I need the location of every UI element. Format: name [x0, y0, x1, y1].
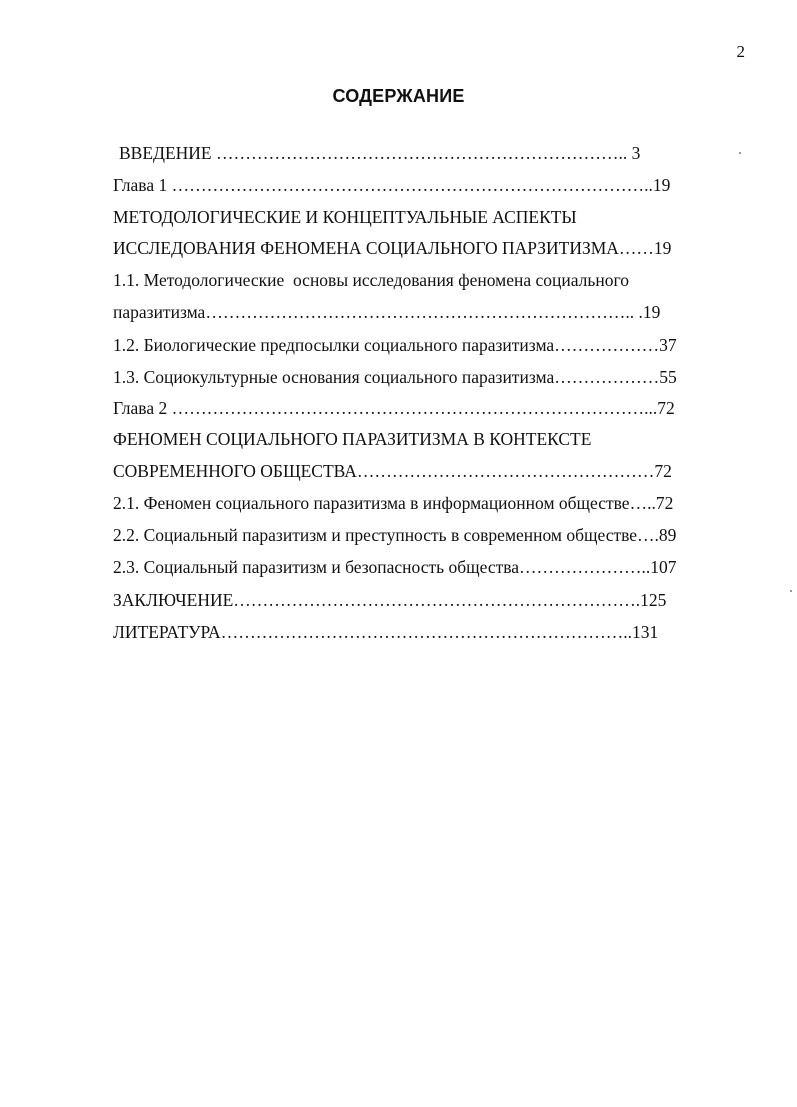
toc-entry-2-3: 2.3. Социальный паразитизм и безопасность общества…………………..107	[113, 557, 677, 577]
toc-entry-chapter-2: Глава 2 ………………………………………………………………………...72	[113, 398, 675, 418]
toc-entry-chapter-2-title-line-1: ФЕНОМЕН СОЦИАЛЬНОГО ПАРАЗИТИЗМА В КОНТЕКСТЕ	[113, 429, 592, 449]
toc-entry-chapter-2-title-line-2: СОВРЕМЕННОГО ОБЩЕСТВА……………………………………………72	[113, 461, 672, 481]
scan-speck	[739, 152, 741, 154]
toc-entry-chapter-1-title-line-1: МЕТОДОЛОГИЧЕСКИЕ И КОНЦЕПТУАЛЬНЫЕ АСПЕКТЫ	[113, 207, 577, 227]
toc-entry-1-3: 1.3. Социокультурные основания социального паразитизма………………55	[113, 367, 677, 387]
toc-entry-introduction: ВВЕДЕНИЕ …………………………………………………………….. 3	[119, 143, 641, 163]
toc-entry-2-2: 2.2. Социальный паразитизм и преступность в современном обществе….89	[113, 525, 677, 545]
page-title: СОДЕРЖАНИЕ	[332, 86, 465, 106]
toc-entry-chapter-1: Глава 1 ………………………………………………………………………..19	[113, 175, 671, 195]
page-number: 2	[736, 42, 745, 61]
toc-entry-literature: ЛИТЕРАТУРА……………………………………………………………..131	[113, 622, 659, 642]
toc-entry-2-1: 2.1. Феномен социального паразитизма в информационном обществе…..72	[113, 493, 674, 513]
toc-entry-conclusion: ЗАКЛЮЧЕНИЕ…………………………………………………………….125	[113, 590, 667, 610]
toc-entry-chapter-1-title-line-2: ИССЛЕДОВАНИЯ ФЕНОМЕНА СОЦИАЛЬНОГО ПАРЗИТИЗМА……19	[113, 238, 672, 258]
toc-entry-1-2: 1.2. Биологические предпосылки социального паразитизма………………37	[113, 335, 677, 355]
toc-entry-1-1-line-2: паразитизма……………………………………………………………….. .19	[113, 302, 661, 322]
toc-entry-1-1-line-1: 1.1. Методологические основы исследования феномена социального	[113, 270, 629, 290]
scan-speck	[790, 590, 792, 592]
